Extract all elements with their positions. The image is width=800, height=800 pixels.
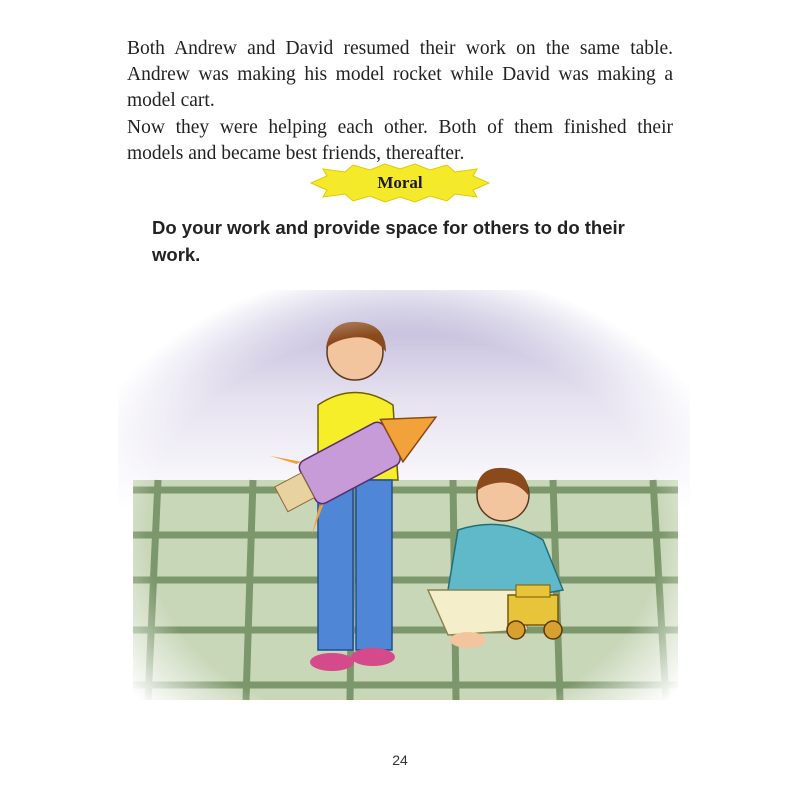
moral-heading: Moral xyxy=(377,173,423,192)
story-paragraph-2: Now they were helping each other. Both of them finished their models and became best friends, thereafter. xyxy=(127,117,673,164)
moral-text: Do your work and provide space for others to do their work. xyxy=(152,217,625,265)
boys-with-models-illustration xyxy=(118,290,690,730)
story-paragraph-1: Both Andrew and David resumed their work on the same table. Andrew was making his model rocket while David was making a model cart. xyxy=(127,38,673,111)
page-number: 24 xyxy=(392,752,408,768)
